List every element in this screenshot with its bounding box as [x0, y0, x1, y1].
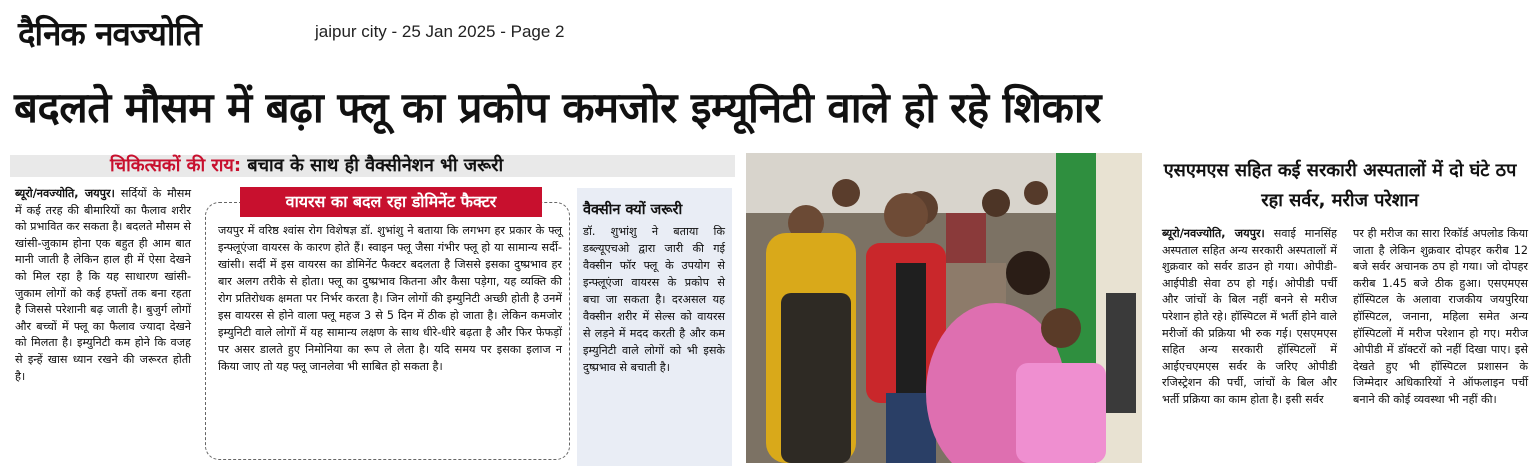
crowd-photo-illustration — [746, 153, 1142, 463]
subhead-label: चिकित्सकों की राय: — [110, 155, 242, 176]
news-photo — [746, 153, 1142, 463]
main-headline: बदलते मौसम में बढ़ा फ्लू का प्रकोप कमजोर इम्यूनिटी वाले हो रहे शिकार — [14, 83, 1101, 132]
right-article-column-2: पर ही मरीज का सारा रिकॉर्ड अपलोड किया जाता है लेकिन शुक्रवार दोपहर करीब 12 बजे सर्वर अचानक ठप हो गया। जो दोपहर करीब 1.45 बजे ठीक हुआ। एसएमएस हॉस्पिटल के अलावा राजकीय जयपुरिया हॉस्पिटल, जनाना, महिला समेत अन्य हॉस्पिटलों में मरीज परेशान हो गए। मरीज ओपीडी में डॉक्टरों को नहीं दिखा पाए। इसे देखते हुए भी हॉस्पिटल प्रशासन के जिम्मेदार अधिकारियों ने ऑफलाइन पर्ची बनाने की कोई व्यवस्था भी नहीं की। — [1353, 227, 1528, 406]
subheadline — [10, 155, 735, 177]
dateline: ब्यूरो/नवज्योति, जयपुर। — [15, 187, 115, 200]
right-dateline: ब्यूरो/नवज्योति, जयपुर। — [1162, 227, 1265, 240]
boxed-story-title: वायरस का बदल रहा डोमिनेंट फैक्टर — [240, 187, 542, 217]
masthead-logo: दैनिक नवज्योति — [18, 14, 201, 53]
right-headline: एसएमएस सहित कई सरकारी अस्पतालों में दो घंटे ठप रहा सर्वर, मरीज परेशान — [1163, 160, 1517, 211]
column-text: सर्दियों के मौसम में कई तरह की बीमारियों का फैलाव शरीर को प्रभावित कर सकता है। बदलते मौसम से खांसी-जुकाम होना एक बहुत ही आम बात मानी जाती है लेकिन हाल ही में ऐसा देखने को मिल रहा है कि यह साधारण खांसी-जुकाम लोगों को कई हफ्तों तक बना रहता है जिससे परेशानी बढ़ जाती है। बुजुर्ग लोगों और बच्चों में फ्लू का फैलाव ज्यादा देखने को मिलता है। इम्युनिटी कम होने कि वजह से इन्हें खास ध्यान रखने की जरूरत होती है। — [15, 187, 192, 383]
sidebar-title: वैक्सीन क्यों जरूरी — [583, 202, 683, 218]
article-column-1 — [15, 186, 191, 385]
right-column-text-a: सवाई मानसिंह अस्पताल सहित अन्य सरकारी अस्पतालों में शुक्रवार को सर्वर डाउन हो गया। ओपीडी-आईपीडी सेवा ठप हो गई। ओपीडी पर्ची और जांचों के बिल नहीं बनने से मरीज परेशान होते रहे। हॉस्पिटल में भर्ती होने वाले मरीजों की प्रक्रिया भी रुक गई। एसएमएस सहित अन्य सरकारी हॉस्पिटलों में आईएचएमएस सर्वर के जरिए ओपीडी रजिस्ट्रेशन की पर्ची, जांचों के बिल और भर्ती प्रक्रिया का काम होता है। इसी सर्वर — [1162, 227, 1337, 406]
boxed-story-text: जयपुर में वरिष्ठ श्वांस रोग विशेषज्ञ डॉ. शुभांशु ने बताया कि लगभग हर प्रकार के फ्लू इन्फ्लूएंजा वायरस के कारण होते हैं। स्वाइन फ्लू जैसा गंभीर फ्लू हो या सामान्य सर्दी-खांसी। सर्दी में इस वायरस का डोमिनेंट फैक्टर बदलता है जिससे इसका दुष्प्रभाव हर बार अलग तरीके से होता। फ्लू का दुष्प्रभाव कितना और कैसा पड़ेगा, यह व्यक्ति की रोग प्रतिरोधक क्षमता पर निर्भर करता है। जिन लोगों की इम्युनिटी अच्छी होती है उनमें इस वायरस से होने वाला फ्लू महज 3 से 5 दिन में ठीक हो जाता है। लेकिन कमजोर इम्युनिटी वाले लोगों में यह सामान्य लक्षण के साथ धीरे-धीरे बढ़ता है और फिर फेफड़ों पर असर डालते हुए निमोनिया का रूप ले लेता है। यदि समय पर इसका इलाज न किया जाए तो यह फ्लू जानलेवा भी साबित हो सकता है। — [218, 224, 562, 373]
right-article-column-1 — [1162, 226, 1337, 409]
subhead-text: बचाव के साथ ही वैक्सीनेशन भी जरूरी — [241, 155, 504, 176]
edition-info: jaipur city - 25 Jan 2025 - Page 2 — [315, 22, 565, 41]
sidebar-text: डॉ. शुभांशु ने बताया कि डब्ल्यूएचओ द्वारा जारी की गई वैक्सीन फॉर फ्लू के उपयोग से इन्फ्लूएंजा वायरस के प्रकोप से बचा जा सकता है। दरअसल यह वैक्सीन शरीर में सेल्स को वायरस से लड़ने में मदद करती है और कम इम्युनिटी वाले लोगों को भी इसके दुष्प्रभाव से बचाती है। — [583, 225, 725, 374]
